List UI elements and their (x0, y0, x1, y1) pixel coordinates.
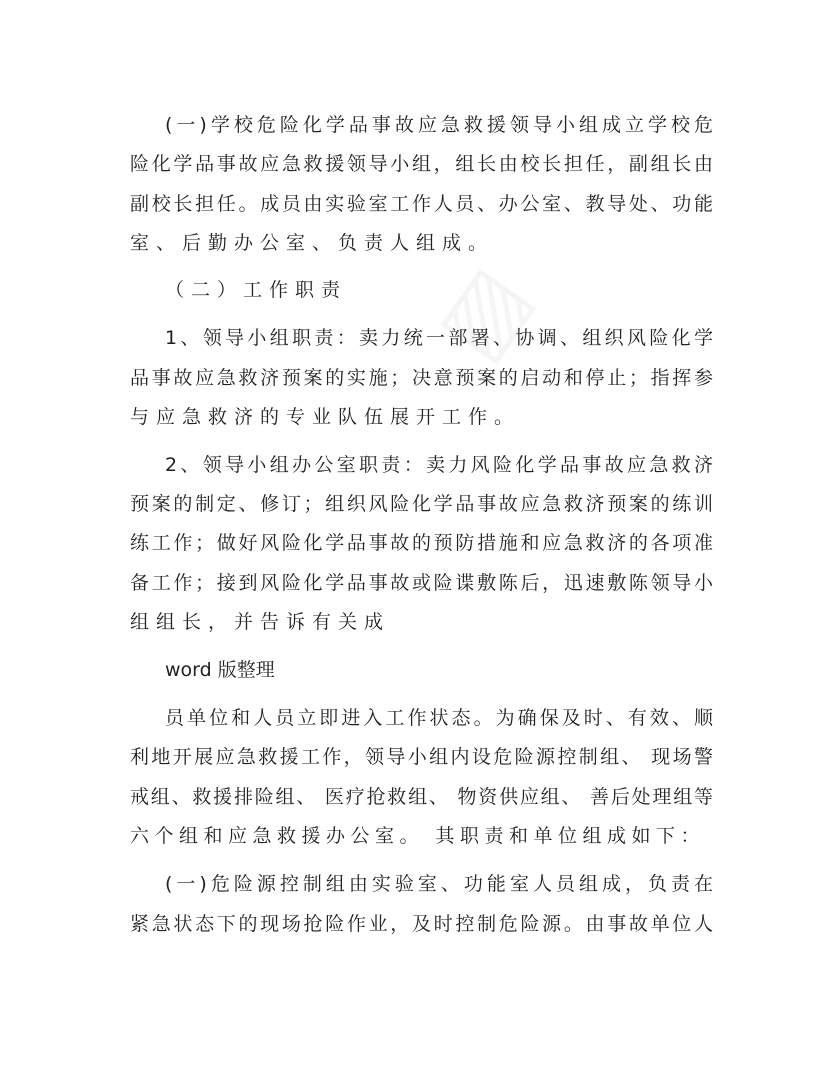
paragraph-line: 1、领导小组职责：卖力统一部署、协调、组织风险化学 (165, 327, 713, 349)
paragraph-line: 练工作；做好风险化学品事故的预防措施和应急救济的各项准 (130, 532, 713, 554)
paragraph-line: (一)学校危险化学品事故应急救援领导小组成立学校危 (165, 114, 713, 136)
paragraph-line: 副校长担任。成员由实验室工作人员、办公室、教导处、功能 (130, 193, 713, 215)
paragraph-line: 品事故应急救济预案的实施；决意预案的启动和停止；指挥参 (130, 367, 713, 389)
paragraph-line: 六个组和应急救援办公室。 其职责和单位组成如下： (130, 825, 706, 847)
paragraph-line: 与应急救济的专业队伍展开工作。 (130, 406, 521, 428)
paragraph-line: 险化学品事故应急救援领导小组，组长由校长担任，副组长由 (130, 153, 713, 175)
section-heading: （二）工作职责 (165, 279, 348, 301)
paragraph-line: 组组长，并告诉有关成 (130, 611, 391, 633)
page-footer-label: word 版整理 (165, 659, 275, 681)
paragraph-line: (一)危险源控制组由实验室、功能室人员组成，负责在 (165, 873, 713, 895)
watermark (415, 248, 550, 378)
paragraph-line: 戒组、救援排险组、 医疗抢救组、 物资供应组、 善后处理组等 (130, 786, 713, 808)
paragraph-line: 利地开展应急救援工作，领导小组内设危险源控制组、 现场警 (130, 746, 713, 768)
paragraph-line: 员单位和人员立即进入工作状态。为确保及时、有效、顺 (165, 707, 713, 729)
paragraph-line: 备工作；接到风险化学品事故或险谍敷陈后，迅速敷陈领导小 (130, 572, 713, 594)
paragraph-line: 紧急状态下的现场抢险作业，及时控制危险源。由事故单位人 (130, 913, 713, 935)
paragraph-line: 室、后勤办公室、负责人组成。 (130, 232, 495, 254)
paragraph-line: 预案的制定、修订；组织风险化学品事故应急救济预案的练训 (130, 493, 713, 515)
paragraph-line: 2、领导小组办公室职责：卖力风险化学品事故应急救济 (165, 454, 713, 476)
